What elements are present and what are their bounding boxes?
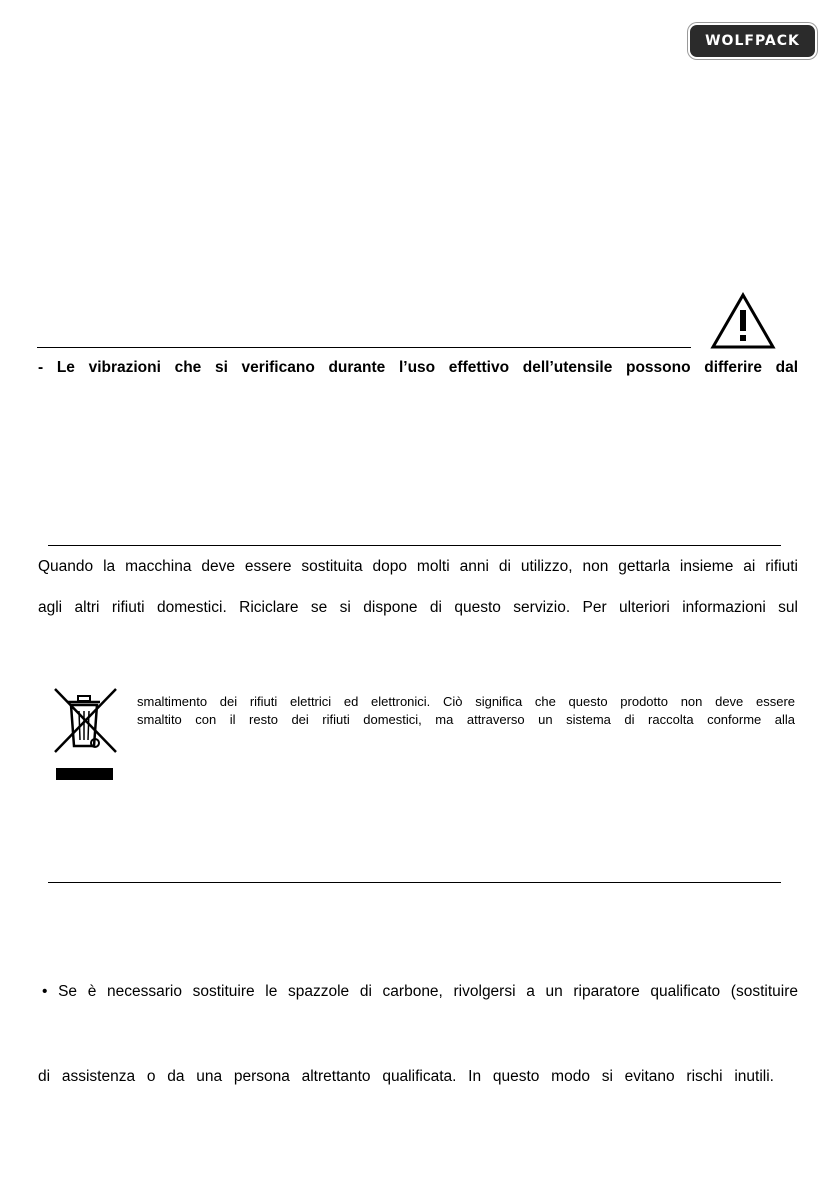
disposal-text-line-2: agli altri rifiuti domestici. Riciclare se si dispone di questo servizio. Per ulteriori informazioni sul: [38, 599, 798, 616]
brand-logo: WOLFPACK: [690, 25, 815, 57]
vibration-warning-text: - Le vibrazioni che si verificano durante l’uso effettivo dell’utensile possono differire dal: [38, 359, 798, 376]
weee-text-line-2: smaltito con il resto dei rifiuti domestici, ma attraverso un sistema di raccolta conforme alla: [137, 712, 795, 727]
weee-text-line-1: smaltimento dei rifiuti elettrici ed elettronici. Ciò significa che questo prodotto non deve essere: [137, 694, 795, 709]
maintenance-text-line-2: di assistenza o da una persona altrettanto qualificata. In questo modo si evitano rischi inutili.: [38, 1068, 774, 1085]
crossed-out-bin-icon: [50, 686, 122, 782]
warning-triangle-icon: [710, 292, 776, 350]
disposal-text-line-1: Quando la macchina deve essere sostituita dopo molti anni di utilizzo, non gettarla insieme ai rifiuti: [38, 558, 798, 575]
section-divider: [37, 347, 691, 348]
section-divider: [48, 882, 781, 883]
maintenance-text-line-1: • Se è necessario sostituire le spazzole di carbone, rivolgersi a un riparatore qualificato (sostituire: [42, 983, 798, 1000]
section-divider: [48, 545, 781, 546]
